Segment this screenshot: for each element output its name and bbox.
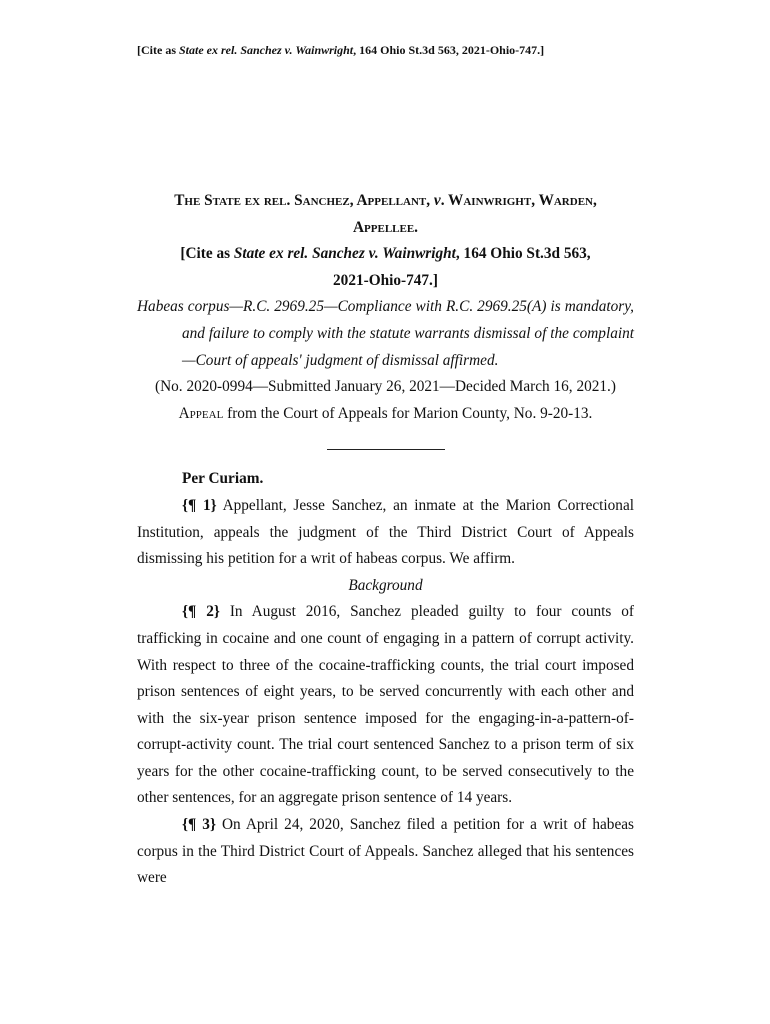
appeal-line: Appeal from the Court of Appeals for Marion County, No. 9-20-13. (178, 404, 593, 422)
paragraph-number: {¶ 1} (182, 496, 217, 514)
citation: [Cite as State ex rel. Sanchez v. Wainwright, 164 Ohio St.3d 563, (180, 245, 591, 263)
citation-line-2: 2021-Ohio-747.] (333, 271, 438, 289)
case-caption: The State ex rel. Sanchez, Appellant, v. Wainwright, Warden, (174, 192, 597, 209)
paragraph-number: {¶ 3} (182, 816, 216, 834)
section-heading: Background (348, 576, 423, 594)
running-head: [Cite as State ex rel. Sanchez v. Wainwright, 164 Ohio St.3d 563, 2021-Ohio-747.] (137, 43, 545, 57)
opinion-page (137, 188, 634, 892)
docket-line: (No. 2020-0994—Submitted January 26, 2021—Decided March 16, 2021.) (155, 378, 616, 396)
per-curiam-heading: Per Curiam. (182, 470, 264, 488)
syllabus: Habeas corpus—R.C. 2969.25—Compliance with R.C. 2969.25(A) is mandatory, and failure to comply with the statute warrants dismissal of the complaint—Court of appeals' judgment of dismissal affirmed. (137, 298, 634, 369)
divider (327, 449, 445, 450)
case-caption-appellee: Appellee. (353, 218, 418, 236)
paragraph-number: {¶ 2} (182, 603, 220, 621)
paragraph-3: {¶ 3} On April 24, 2020, Sanchez filed a petition for a writ of habeas corpus in the Third District Court of Appeals. Sanchez alleged that his sentences were (137, 816, 634, 887)
paragraph-2: {¶ 2} In August 2016, Sanchez pleaded guilty to four counts of trafficking in cocaine and one count of engaging in a pattern of corrupt activity. With respect to three of the cocaine-trafficking counts, the trial court imposed prison sentences of eight years, to be served concurrently with each other and with the six-year prison sentence imposed for the engaging-in-a-pattern-of-corrupt-activity count. The trial court sentenced Sanchez to a prison term of six years for the other cocaine-trafficking count, to be served consecutively to the other sentences, for an aggregate prison sentence of 14 years. (137, 603, 634, 807)
running-head-case-name: State ex rel. Sanchez v. Wainwright (179, 43, 354, 57)
paragraph-1: {¶ 1} Appellant, Jesse Sanchez, an inmate at the Marion Correctional Institution, appeals the judgment of the Third District Court of Appeals dismissing his petition for a writ of habeas corpus. We affirm. (137, 496, 634, 568)
